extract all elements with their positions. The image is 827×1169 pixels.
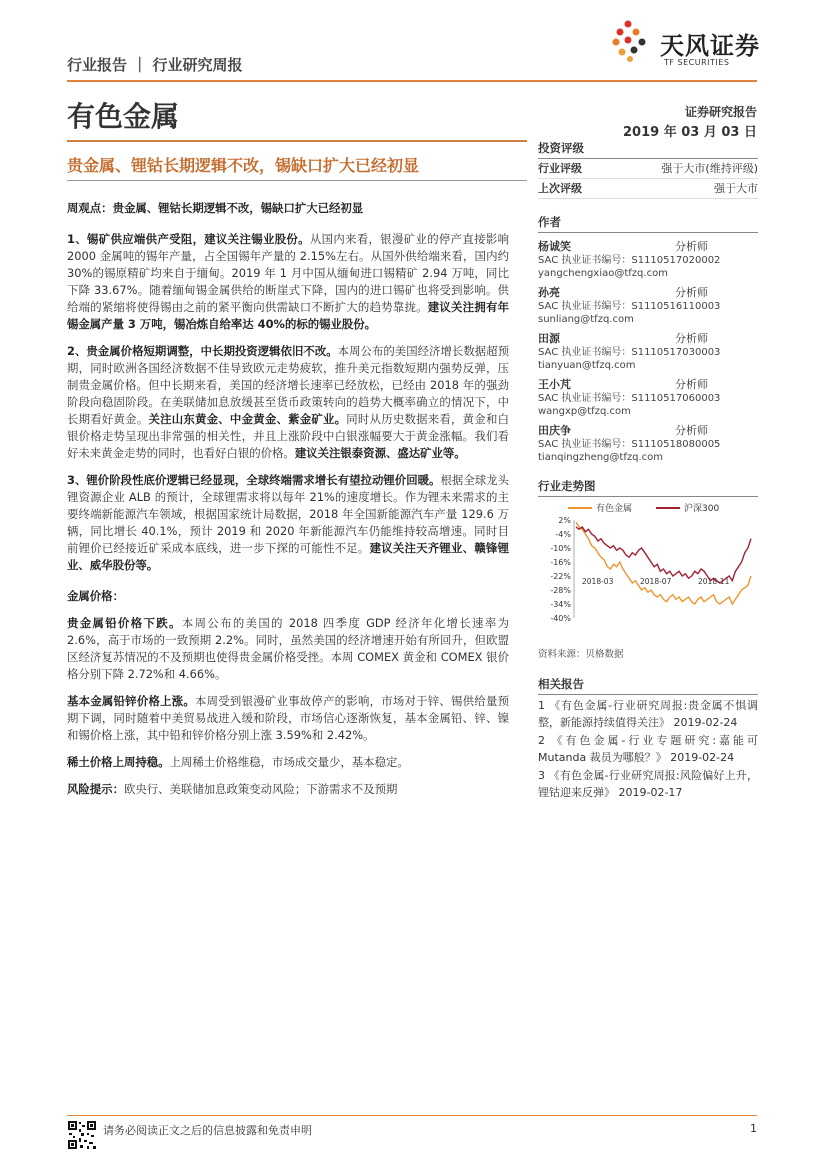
author-entry: 田庆争 分析师 SAC 执业证书编号：S1110518080005 tianqingzheng@tfzq.com bbox=[538, 422, 758, 464]
rating-row: 行业评级 强于大市(维持评级) bbox=[538, 159, 758, 179]
author-email[interactable]: tianyuan@tfzq.com bbox=[538, 360, 636, 371]
footer-disclaimer[interactable]: 请务必阅读正文之后的信息披露和免责申明 bbox=[103, 1124, 312, 1137]
legend-label: 沪深300 bbox=[684, 504, 720, 514]
legend-label: 有色金属 bbox=[596, 504, 633, 514]
paragraph-precious-price: 贵金属铅价格下跌。本周公布的美国的 2018 四季度 GDP 经济年化增长速率为 2.6%，高于市场的一致预期 2.2%。同时，虽然美国的经济增速开始有所回升，但欧盟区经济复苏情况的不及预期也使得贵金属价格受挫。本周 COMEX 黄金和 COMEX 银价格分别下降 2.72%和 4.66%。 bbox=[67, 616, 509, 681]
related-report-link[interactable]: 1 《有色金属-行业研究周报:贵金属不惧调整，新能源持续值得关注》 2019-02-24 bbox=[538, 699, 758, 729]
page-number: 1 bbox=[750, 1122, 757, 1135]
author-email[interactable]: tianqingzheng@tfzq.com bbox=[538, 452, 663, 463]
related-report-link[interactable]: 3 《有色金属-行业研究周报:风险偏好上升，锂钴迎来反弹》 2019-02-17 bbox=[538, 769, 758, 799]
y-tick-label: -16% bbox=[550, 558, 571, 567]
series-line bbox=[576, 527, 751, 583]
related-report-link[interactable]: 2 《有色金属-行业专题研究:嘉能可 Mutanda 裁员为哪般？》 2019-02-24 bbox=[538, 734, 758, 764]
related-head: 相关报告 bbox=[538, 676, 758, 695]
author-entry: 王小芃 分析师 SAC 执业证书编号：S1110517060003 wangxp@tfzq.com bbox=[538, 376, 758, 418]
y-tick-label: -4% bbox=[555, 530, 571, 539]
rating-section bbox=[538, 140, 758, 199]
author-entry: 田源 分析师 SAC 执业证书编号：S1110517030003 tianyuan@tfzq.com bbox=[538, 330, 758, 372]
x-tick-label: 2018-07 bbox=[640, 577, 672, 586]
paragraph-rare-earth: 稀土价格上周持稳。上周稀土价格维稳，市场成交量少，基本稳定。 bbox=[67, 755, 409, 769]
main-body bbox=[67, 200, 509, 808]
x-tick-label: 2018-11 bbox=[698, 577, 730, 586]
author-email[interactable]: sunliang@tfzq.com bbox=[538, 314, 634, 325]
rating-head: 投资评级 bbox=[538, 140, 758, 159]
y-tick-label: 2% bbox=[558, 516, 571, 525]
chart-source: 资料来源：贝格数据 bbox=[538, 649, 624, 660]
x-tick-label: 2018-03 bbox=[582, 577, 614, 586]
qr-code-icon bbox=[67, 1120, 97, 1150]
author-entry: 孙亮 分析师 SAC 执业证书编号：S1110516110003 sunliang@tfzq.com bbox=[538, 284, 758, 326]
report-date: 2019 年 03 月 03 日 bbox=[623, 125, 757, 140]
author-name: 孙亮 bbox=[538, 286, 560, 299]
paragraph-lithium: 3、锂价阶段性底价逻辑已经显现，全球终端需求增长有望拉动锂价回暖。根据全球龙头锂资源企业 ALB 的预计，全球锂需求将以每年 21%的速度增长。作为锂未来需求的主要终端新能源汽车领域，根据国家统计局数据，2018 年全国新能源汽车产量 129.6 万辆，同比增长 40.1%，预计 2019 和 2020 年新能源汽车仍能维持较高增速。同时目前锂价已经接近矿采成本底线，进一步下探的可能性不足。建议关注天齐锂业、赣锋锂业、威华股份等。 bbox=[67, 473, 509, 572]
trend-chart bbox=[538, 498, 758, 628]
author-name: 田庆争 bbox=[538, 424, 571, 437]
y-tick-label: -34% bbox=[550, 600, 571, 609]
paragraph-precious: 2、贵金属价格短期调整，中长期投资逻辑依旧不改。本周公布的美国经济增长数据超预期，同时欧洲各国经济数据不佳导致欧元走势疲软，推升美元指数短期内强势反弹，压制贵金属价格。但中长期来看，美国的经济增长速率已经放松，已经由 2018 年的强劲阶段向稳固阶段。在美联储加息放缓甚至货币政策转向的趋势大概率确立的情况下，中长期看好黄金。关注山东黄金、中金黄金、紫金矿业。同时从历史数据来看，黄金和白银价格走势呈现出非常强的相关性，并且上涨阶段中白银涨幅要大于黄金涨幅。我们看好未来黄金走势的同时，也看好白银的价格。建议关注银泰资源、盛达矿业等。 bbox=[67, 344, 509, 460]
prices-label: 金属价格： bbox=[67, 589, 124, 603]
rating-row: 上次评级 强于大市 bbox=[538, 179, 758, 199]
y-tick-label: -28% bbox=[550, 586, 571, 595]
author-name: 王小芃 bbox=[538, 378, 571, 391]
trend-section bbox=[538, 478, 758, 497]
report-type: 证券研究报告 bbox=[684, 105, 757, 119]
header-divider bbox=[67, 80, 757, 82]
title-divider-bottom bbox=[67, 180, 527, 181]
author-name: 杨诚笑 bbox=[538, 240, 571, 253]
brand-name-en: TF SECURITIES bbox=[664, 58, 730, 67]
author-name: 田源 bbox=[538, 332, 560, 345]
authors-head: 作者 bbox=[538, 214, 758, 233]
breadcrumb: 行业报告 ｜ 行业研究周报 bbox=[67, 56, 243, 74]
brand-name: 天风证券 bbox=[660, 32, 760, 60]
author-email[interactable]: yangchengxiao@tfzq.com bbox=[538, 268, 668, 279]
y-tick-label: -10% bbox=[550, 544, 571, 553]
paragraph-base-metal: 基本金属铅锌价格上涨。本周受到银漫矿业事故停产的影响，市场对于锌、锡供给量预期下调，同时随着中美贸易战进入缓和阶段，市场信心逐渐恢复，基本金属铅、锌、镍和锡价格上涨，其中铅和锌价格分别上涨 3.59%和 2.42%。 bbox=[67, 694, 509, 742]
footer-divider bbox=[67, 1115, 757, 1116]
brand-logo-icon bbox=[612, 20, 650, 62]
author-entry: 杨诚笑 分析师 SAC 执业证书编号：S1110517020002 yangchengxiao@tfzq.com bbox=[538, 238, 758, 280]
author-email[interactable]: wangxp@tfzq.com bbox=[538, 406, 631, 417]
series-line bbox=[576, 522, 751, 604]
sector-title: 有色金属 bbox=[67, 100, 180, 133]
paragraph-risk: 风险提示：欧央行、美联储加息政策变动风险；下游需求不及预期 bbox=[67, 782, 398, 796]
paragraph-tin: 1、锡矿供应端供产受阻，建议关注锡业股份。从国内来看，银漫矿业的停产直接影响 2000 金属吨的锡年产量，占全国锡年产量的 2.15%左右。从国外供给端来看，国内约 30%的锡原精矿均来自于缅甸。2019 年 1 月中国从缅甸进口锡精矿 2.94 万吨，同比下降 33.67%。随着缅甸锡金属供给的断崖式下降，国内的进口锡矿也将受到影响。供给端的紧缩将使得锡由之前的紧平衡向供需缺口不断扩大的趋势靠拢。建议关注拥有年锡金属产量 3 万吨，锡冶炼自给率达 40%的标的锡业股份。 bbox=[67, 232, 509, 331]
report-title: 贵金属、锂钴长期逻辑不改，锡缺口扩大已经初显 bbox=[67, 156, 420, 175]
summary: 周观点：贵金属、锂钴长期逻辑不改，锡缺口扩大已经初显 bbox=[67, 201, 364, 215]
y-tick-label: -40% bbox=[550, 614, 571, 623]
title-divider-top bbox=[67, 140, 527, 142]
related-section bbox=[538, 676, 758, 803]
trend-head: 行业走势图 bbox=[538, 478, 758, 497]
authors-section bbox=[538, 214, 758, 464]
y-tick-label: -22% bbox=[550, 572, 571, 581]
